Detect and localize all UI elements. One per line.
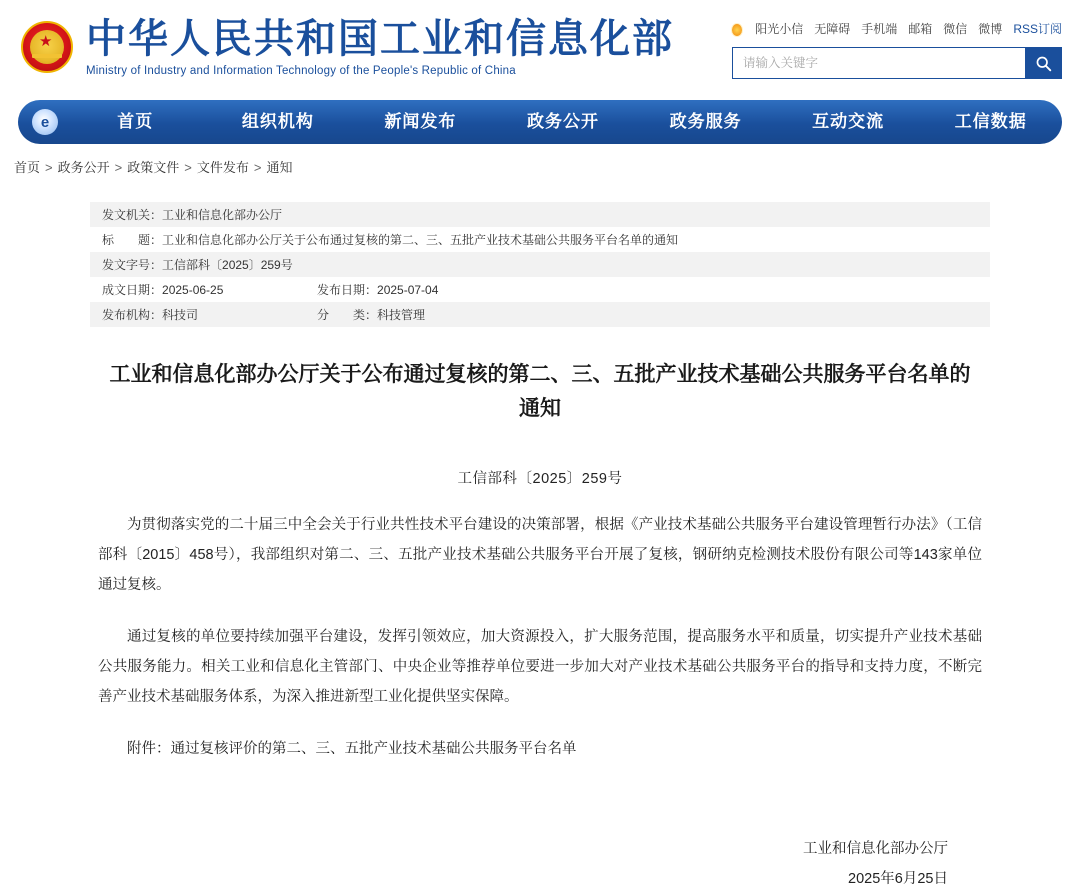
top-link-accessibility[interactable]: 无障碍 [814,21,851,36]
miit-logo-icon: e [32,109,58,135]
meta-value-issuing-agency: 工业和信息化部办公厅 [162,208,283,222]
document-number: 工信部科〔2025〕259号 [457,471,623,487]
national-emblem-icon: ★ [18,18,76,76]
top-link-wechat[interactable]: 微信 [943,21,968,36]
table-row [90,252,990,277]
signature-org: 工业和信息化部办公厅 [803,841,948,857]
nav-item-data[interactable]: 工信数据 [954,112,1027,131]
breadcrumb-separator: > [114,160,123,175]
meta-value-written-date: 2025-06-25 [162,283,224,297]
nav-items [64,100,1062,144]
nav-item-organization[interactable]: 组织机构 [241,112,314,131]
nav-item-home[interactable]: 首页 [117,112,154,131]
nav-item-interaction[interactable]: 互动交流 [812,112,885,131]
header-right [732,12,1062,79]
table-row [90,277,990,302]
top-link-sunshine[interactable]: 阳光小信 [755,21,804,36]
meta-label-written-date: 成文日期： [102,283,163,297]
breadcrumb-item-0[interactable]: 首页 [14,160,41,175]
main-nav [18,100,1062,144]
breadcrumb-separator: > [253,160,262,175]
breadcrumb-item-4: 通知 [266,160,293,175]
site-title-cn: 中华人民共和国工业和信息化部 [86,15,674,62]
breadcrumb-item-2[interactable]: 政策文件 [127,160,180,175]
meta-label-title: 标 题： [102,233,163,247]
document-signature [90,834,990,894]
meta-label-publish-date: 发布日期： [317,283,378,297]
site-title-en: Ministry of Industry and Information Technology of the People's Republic of China [86,65,516,77]
meta-value-doc-number: 工信部科〔2025〕259号 [162,258,293,272]
table-row [90,227,990,252]
nav-item-government-services[interactable]: 政务服务 [669,112,742,131]
document-container [90,202,990,894]
top-link-weibo[interactable]: 微博 [978,21,1003,36]
page-title: 工业和信息化部办公厅关于公布通过复核的第二、三、五批产业技术基础公共服务平台名单的通知 [109,361,971,420]
signature-date: 2025年6月25日 [848,871,948,887]
document-attachment-line: 附件：通过复核评价的第二、三、五批产业技术基础公共服务平台名单 [127,741,577,757]
breadcrumb-separator: > [45,160,53,175]
search-button[interactable] [1025,48,1061,78]
breadcrumb-item-1[interactable]: 政务公开 [57,160,110,175]
top-links [732,18,1062,38]
nav-item-government-affairs[interactable]: 政务公开 [527,112,600,131]
sun-icon [732,24,742,36]
document-paragraph-1: 为贯彻落实党的二十届三中全会关于行业共性技术平台建设的决策部署，根据《产业技术基础公共服务平台建设管理暂行办法》（工信部科〔2015〕458号），我部组织对第二、三、五批产业技术基础公共服务平台开展了复核，钢研纳克检测技术股份有限公司等143家单位通过复核。 [98,517,982,593]
meta-label-issuing-agency: 发文机关： [102,208,163,222]
table-row [90,302,990,327]
search-icon [1035,55,1052,72]
search-bar [732,47,1062,79]
document-paragraph-2: 通过复核的单位要持续加强平台建设，发挥引领效应，加大资源投入，扩大服务范围，提高服务水平和质量，切实提升产业技术基础公共服务能力。相关工业和信息化主管部门、中央企业等推荐单位要进一步加大对产业技术基础公共服务平台的指导和支持力度，不断完善产业技术基础服务体系，为深入推进新型工业化提供坚实保障。 [98,629,982,705]
table-row [90,202,990,227]
top-link-mail[interactable]: 邮箱 [908,21,933,36]
document-meta-table [90,202,990,327]
meta-label-category: 分 类： [317,308,378,322]
site-header [0,0,1080,96]
breadcrumb-item-3[interactable]: 文件发布 [196,160,249,175]
meta-label-publishing-org: 发布机构： [102,308,163,322]
top-link-rss[interactable]: RSS订阅 [1013,21,1062,36]
site-title-block [86,12,732,77]
meta-value-title: 工业和信息化部办公厅关于公布通过复核的第二、三、五批产业技术基础公共服务平台名单的通知 [162,233,679,247]
top-link-mobile[interactable]: 手机端 [861,21,898,36]
meta-value-publish-date: 2025-07-04 [377,283,439,297]
meta-label-doc-number: 发文字号： [102,258,163,272]
search-input[interactable] [733,48,1025,78]
breadcrumb-separator: > [184,160,192,175]
nav-item-news[interactable]: 新闻发布 [384,112,457,131]
meta-value-publishing-org: 科技司 [162,308,199,322]
meta-value-category: 科技管理 [377,308,426,322]
breadcrumb [14,157,1080,176]
